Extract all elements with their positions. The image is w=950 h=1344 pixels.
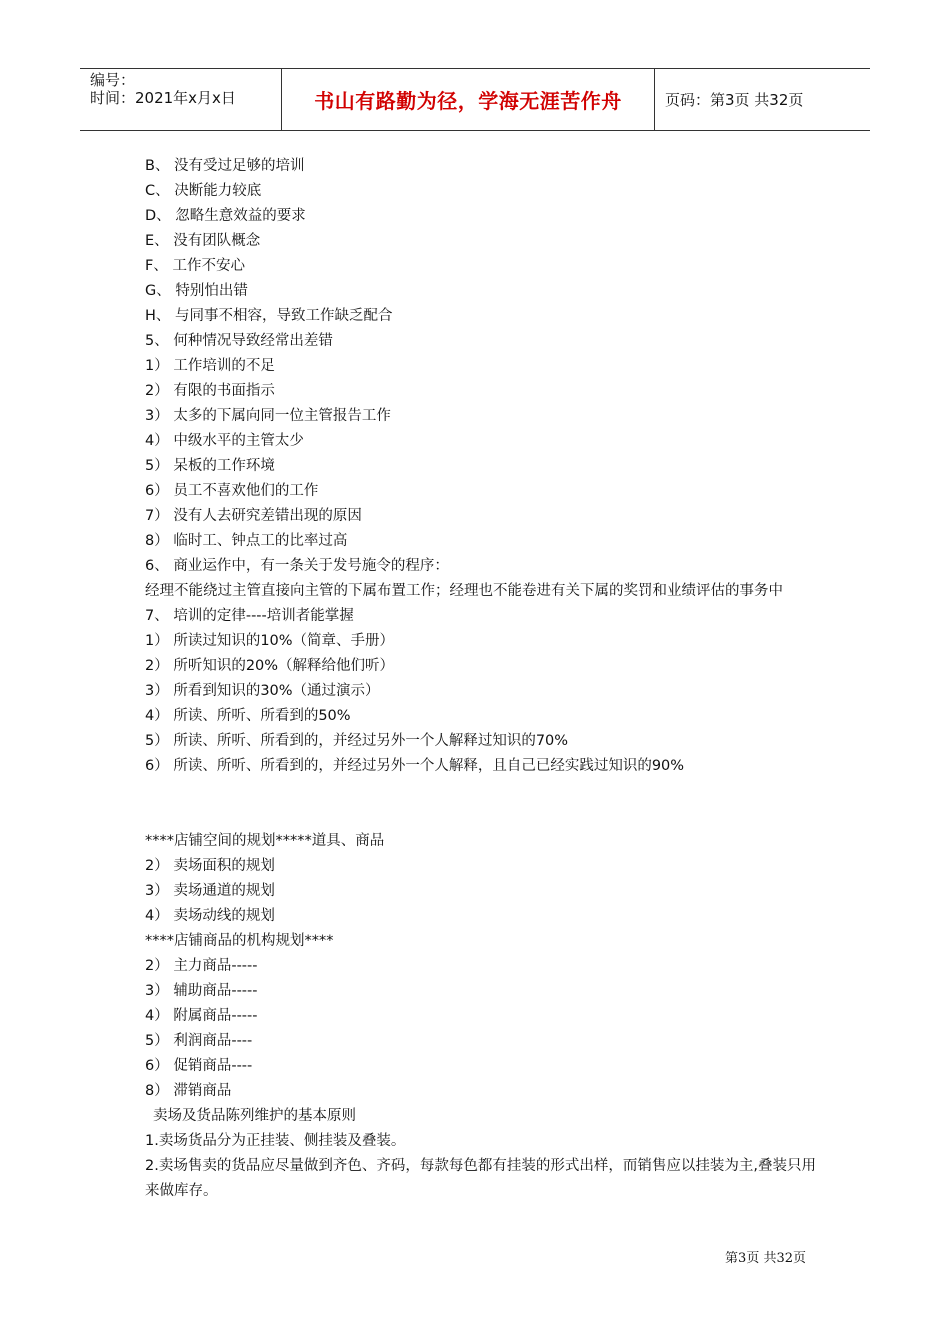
body-line: G、 特别怕出错	[145, 283, 248, 299]
body-line: 6） 员工不喜欢他们的工作	[145, 483, 319, 499]
body-line: 2） 主力商品-----	[145, 958, 258, 974]
body-paragraph: 2.卖场售卖的货品应尽量做到齐色、齐码，每款每色都有挂装的形式出样，而销售应以挂装为主,叠装只用来做库存。	[145, 1158, 816, 1199]
header-page-info: 页码：第3页 共32页	[665, 91, 804, 109]
body-line: 7、 培训的定律----培训者能掌握	[145, 608, 354, 624]
body-line: 4） 所读、所听、所看到的50%	[145, 708, 351, 724]
body-line: 4） 中级水平的主管太少	[145, 433, 304, 449]
body-line: 4） 附属商品-----	[145, 1008, 258, 1024]
body-line: 1） 所读过知识的10%（简章、手册）	[145, 633, 395, 649]
body-line: 5） 呆板的工作环境	[145, 458, 275, 474]
body-line: 2） 所听知识的20%（解释给他们听）	[145, 658, 395, 674]
page-footer: 第3页 共32页	[725, 1251, 806, 1266]
section-heading: 卖场及货品陈列维护的基本原则	[153, 1108, 356, 1124]
body-line: 3） 太多的下属向同一位主管报告工作	[145, 408, 391, 424]
body-line: 3） 所看到知识的30%（通过演示）	[145, 683, 380, 699]
body-line: 2） 有限的书面指示	[145, 383, 275, 399]
body-line: 6） 所读、所听、所看到的，并经过另外一个人解释，且自己已经实践过知识的90%	[145, 758, 685, 774]
body-line: 4） 卖场动线的规划	[145, 908, 275, 924]
body-line: 1） 工作培训的不足	[145, 358, 275, 374]
document-body	[145, 154, 825, 1204]
body-line: 5） 所读、所听、所看到的，并经过另外一个人解释过知识的70%	[145, 733, 569, 749]
document-header	[80, 68, 870, 131]
body-paragraph: 经理不能绕过主管直接向主管的下属布置工作；经理也不能卷进有关下属的奖罚和业绩评估的事务中	[145, 583, 783, 599]
body-line: 7） 没有人去研究差错出现的原因	[145, 508, 362, 524]
section-heading: ****店铺空间的规划*****道具、商品	[145, 833, 385, 849]
header-motto: 书山有路勤为径，学海无涯苦作舟	[314, 89, 622, 113]
header-meta-cell	[80, 69, 282, 130]
body-line: B、 没有受过足够的培训	[145, 158, 305, 174]
section-heading: ****店铺商品的机构规划****	[145, 933, 334, 949]
body-line: 6） 促销商品----	[145, 1058, 253, 1074]
body-line: E、 没有团队概念	[145, 233, 261, 249]
document-number-label: 编号：	[90, 71, 136, 89]
body-line: 1.卖场货品分为正挂装、侧挂装及叠装。	[145, 1133, 406, 1149]
body-line: 3） 卖场通道的规划	[145, 883, 275, 899]
header-page-cell	[655, 69, 870, 130]
body-line: 2） 卖场面积的规划	[145, 858, 275, 874]
header-motto-cell	[282, 69, 655, 130]
body-line: 6、 商业运作中，有一条关于发号施令的程序：	[145, 558, 449, 574]
body-line: C、 决断能力较底	[145, 183, 262, 199]
body-line: F、 工作不安心	[145, 258, 245, 274]
section-spacer	[145, 779, 825, 829]
body-line: 3） 辅助商品-----	[145, 983, 258, 999]
body-line: 8） 滞销商品	[145, 1083, 232, 1099]
document-date-label: 时间：2021年x月x日	[90, 89, 236, 107]
body-line: 8） 临时工、钟点工的比率过高	[145, 533, 348, 549]
body-line: H、 与同事不相容，导致工作缺乏配合	[145, 308, 393, 324]
body-line: 5） 利润商品----	[145, 1033, 253, 1049]
body-line: 5、 何种情况导致经常出差错	[145, 333, 333, 349]
body-line: D、 忽略生意效益的要求	[145, 208, 306, 224]
